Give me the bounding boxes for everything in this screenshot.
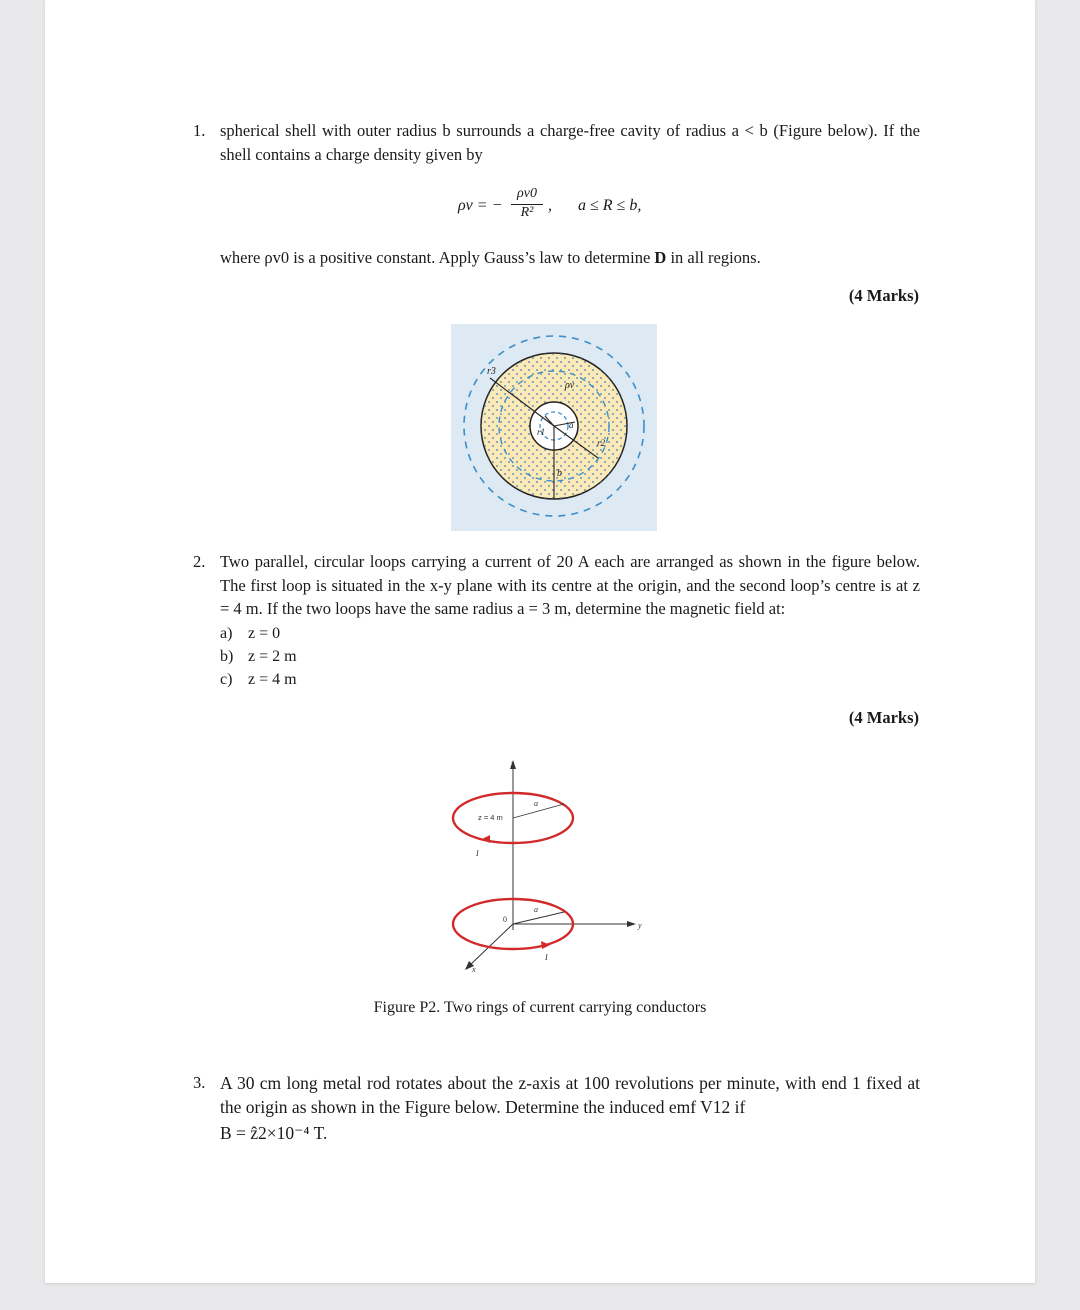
label-z4: z = 4 m (478, 813, 503, 822)
q2-text: Two parallel, circular loops carrying a current of 20 A each are arranged as shown in the figure below. The first loop is situated in the x-y plane with its centre at the origin, and the second loop’s centre is at z = 4 m. If the two loops have the same radius a = 3 m, determine the magnetic field at: (220, 552, 920, 618)
label-r2: r2 (597, 438, 606, 448)
q2-part-b-value: z = 2 m (248, 648, 297, 665)
q2-part-a-label: a) (220, 625, 233, 642)
label-rho: ρv (565, 380, 575, 391)
label-origin: 0 (503, 915, 507, 924)
q1-where-post: in all regions. (666, 248, 761, 267)
q2-part-a (220, 622, 280, 646)
q1-equation-comma: , (548, 197, 552, 214)
q2-part-a-value: z = 0 (248, 625, 281, 642)
q2-figure (440, 752, 655, 980)
label-a: a (569, 420, 574, 430)
q3-number: 3. (193, 1073, 206, 1092)
shell-diagram (451, 324, 657, 531)
label-i-bottom: I (545, 953, 548, 962)
label-b: b (557, 468, 562, 479)
q1-equation-denominator: R² (520, 205, 534, 220)
label-r1: r1 (537, 427, 546, 437)
q1-text: spherical shell with outer radius b surrounds a charge-free cavity of radius a < b (Figure below). If the shell contains a charge density given by (220, 121, 920, 164)
q2-figure-caption: Figure P2. Two rings of current carrying conductors (373, 999, 707, 1016)
q1-number: 1. (193, 121, 206, 140)
q1-equation-condition: a ≤ R ≤ b, (578, 197, 642, 214)
q1-marks: (4 Marks) (848, 286, 919, 305)
label-a-bottom: a (534, 905, 538, 914)
q1-where-bold: D (654, 248, 667, 267)
q2-part-b-label: b) (220, 648, 234, 665)
bottom-radius-line (513, 912, 564, 924)
q2-part-b (220, 645, 297, 669)
bottom-current-arrow (541, 941, 550, 949)
label-r3: r3 (487, 366, 496, 377)
label-a-top: a (534, 799, 538, 808)
document-page (45, 0, 1035, 1283)
label-z: z (511, 759, 515, 768)
q1-figure (451, 324, 657, 531)
q2-part-c (220, 668, 297, 692)
q2-part-c-label: c) (220, 671, 233, 688)
q1-where-line (220, 246, 940, 270)
q3-text: A 30 cm long metal rod rotates about the z-axis at 100 revolutions per minute, with end 1 fixed at the origin as shown in the Figure below. Determine the induced emf V12 if (220, 1073, 920, 1117)
q2-number: 2. (193, 552, 206, 571)
top-current-arrow (482, 835, 490, 843)
q1-where-pre: where ρv0 is a positive constant. Apply Gauss’s law to determine (220, 248, 655, 267)
label-i-top: I (476, 849, 479, 858)
label-x: x (472, 965, 476, 974)
top-radius-line (513, 804, 564, 818)
loops-diagram (440, 752, 655, 980)
q2-part-c-value: z = 4 m (248, 671, 297, 688)
q1-equation-lhs: ρv = − (458, 197, 503, 214)
q2-marks: (4 Marks) (848, 708, 919, 727)
y-axis-arrow (627, 921, 636, 927)
label-y: y (638, 921, 642, 930)
q1-equation-numerator: ρv0 (517, 186, 537, 201)
q3-formula: B = ẑ2×10⁻⁴ T. (220, 1123, 328, 1143)
